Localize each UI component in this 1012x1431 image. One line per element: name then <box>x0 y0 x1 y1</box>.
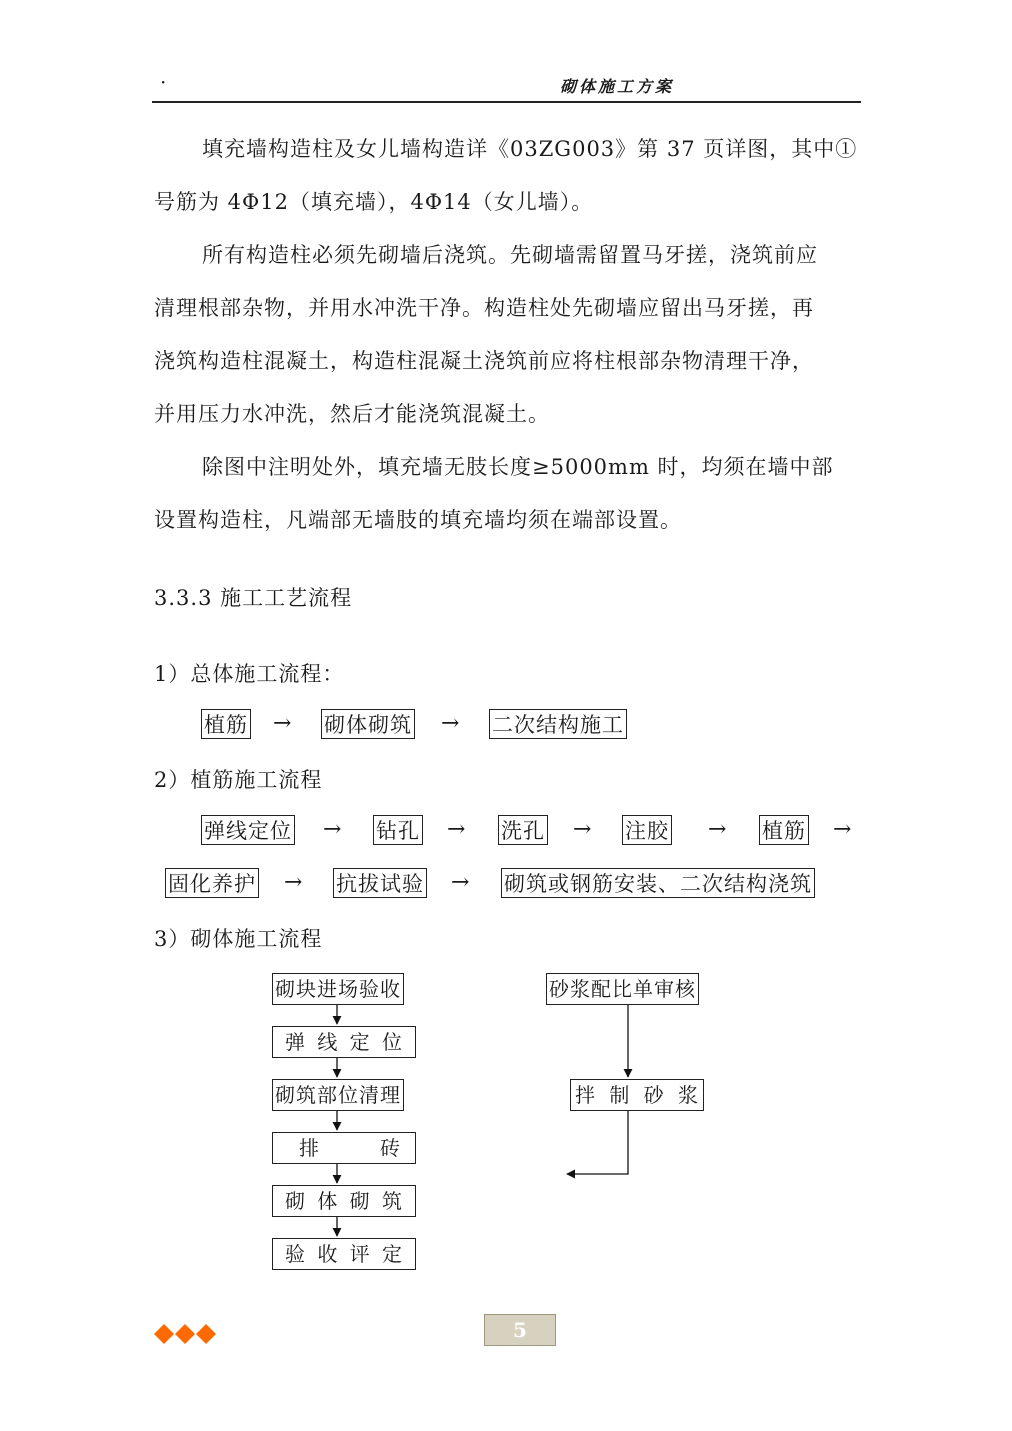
flow1-step-3: 二次结构施工 <box>489 709 627 739</box>
flow-label-char: 定 <box>349 1030 371 1054</box>
flow3-left-4 <box>272 1132 416 1164</box>
flow3-right-2-label <box>571 1080 703 1110</box>
flow2-step-5: 植筋 <box>759 815 809 845</box>
flow-label-char: 砌 <box>349 1189 371 1213</box>
flow2-step-7: 抗拔试验 <box>333 868 427 898</box>
flow-label-char: 定 <box>381 1242 403 1266</box>
flow3-left-5-label <box>273 1186 415 1216</box>
paragraph-2-line-3: 浇筑构造柱混凝土，构造柱混凝土浇筑前应将柱根部杂物清理干净， <box>154 349 814 373</box>
flow-label-char: 排 <box>299 1136 320 1160</box>
header-title: 砌体施工方案 <box>560 77 675 96</box>
flow1-step-1: 植筋 <box>201 709 251 739</box>
flow3-left-3: 砌筑部位清理 <box>272 1079 404 1111</box>
flow2-heading: 2）植筋施工流程 <box>154 768 323 792</box>
section-title: 3.3.3 施工工艺流程 <box>154 586 353 610</box>
flow2-arrow-2: → <box>447 817 466 842</box>
flow2-arrow-4: → <box>708 817 727 842</box>
page-number: 5 <box>484 1314 556 1346</box>
flow2-step-1: 弹线定位 <box>201 815 295 845</box>
flow-label-char: 砌 <box>285 1189 306 1213</box>
flow-label-char: 评 <box>349 1242 371 1266</box>
flow3-left-2-label <box>273 1027 415 1057</box>
flow-label-char: 拌 <box>575 1083 596 1107</box>
flow3-left-1: 砌块进场验收 <box>272 973 404 1005</box>
flow1-step-2: 砌体砌筑 <box>321 709 415 739</box>
flow2-arrow-5: → <box>833 817 852 842</box>
flow1-heading: 1）总体施工流程： <box>154 662 345 686</box>
flow1-arrow-2: → <box>441 711 460 736</box>
flow-label-char: 收 <box>317 1242 339 1266</box>
paragraph-1-line-1: 填充墙构造柱及女儿墙构造详《03ZG003》第 37 页详图，其中① <box>202 137 858 161</box>
flow2-arrow-3: → <box>573 817 592 842</box>
header-dot: · <box>160 70 167 94</box>
paragraph-2-line-4: 并用压力水冲洗，然后才能浇筑混凝土。 <box>154 402 550 426</box>
flow2-arrow-7: → <box>451 870 470 895</box>
flow2-arrow-1: → <box>323 817 342 842</box>
flow2-step-2: 钻孔 <box>373 815 423 845</box>
flow-label-char: 砂 <box>643 1083 665 1107</box>
flow-label-char: 浆 <box>677 1083 699 1107</box>
flow3-right-1: 砂浆配比单审核 <box>546 973 699 1005</box>
flow2-step-8: 砌筑或钢筋安装、二次结构浇筑 <box>501 868 815 898</box>
flow3-left-4-label <box>273 1133 415 1163</box>
flow2-step-3: 洗孔 <box>498 815 548 845</box>
flow3-right-2 <box>570 1079 704 1111</box>
flow2-step-6: 固化养护 <box>165 868 259 898</box>
flow-label-char: 位 <box>381 1030 403 1054</box>
flow3-arrow-merge <box>567 1111 628 1174</box>
paragraph-3-line-1: 除图中注明处外，填充墙无肢长度≥5000mm 时，均须在墙中部 <box>202 455 834 479</box>
paragraph-2-line-2: 清理根部杂物，并用水冲洗干净。构造柱处先砌墙应留出马牙搓，再 <box>154 296 814 320</box>
flow-label-char: 验 <box>285 1242 306 1266</box>
flow-label-char: 弹 <box>285 1030 306 1054</box>
flow-label-char: 制 <box>609 1083 631 1107</box>
flow2-arrow-6: → <box>284 870 303 895</box>
flow-label-char: 砖 <box>380 1136 401 1160</box>
flow2-step-4: 注胶 <box>622 815 672 845</box>
flow3-heading: 3）砌体施工流程 <box>154 927 323 951</box>
flow3-left-6 <box>272 1238 416 1270</box>
flow-label-char: 筑 <box>381 1189 403 1213</box>
flow-label-char: 线 <box>317 1030 339 1054</box>
flow1-arrow-1: → <box>273 711 292 736</box>
flow3-left-6-label <box>273 1239 415 1269</box>
paragraph-2-line-1: 所有构造柱必须先砌墙后浇筑。先砌墙需留置马牙搓，浇筑前应 <box>202 243 818 267</box>
paragraph-3-line-2: 设置构造柱，凡端部无墙肢的填充墙均须在端部设置。 <box>154 508 682 532</box>
flow3-left-5 <box>272 1185 416 1217</box>
footer-diamonds-icon <box>154 1322 216 1346</box>
paragraph-1-line-2: 号筋为 4Φ12（填充墙），4Φ14（女儿墙）。 <box>154 190 594 214</box>
flow3-left-2 <box>272 1026 416 1058</box>
flow-label-char: 体 <box>317 1189 339 1213</box>
